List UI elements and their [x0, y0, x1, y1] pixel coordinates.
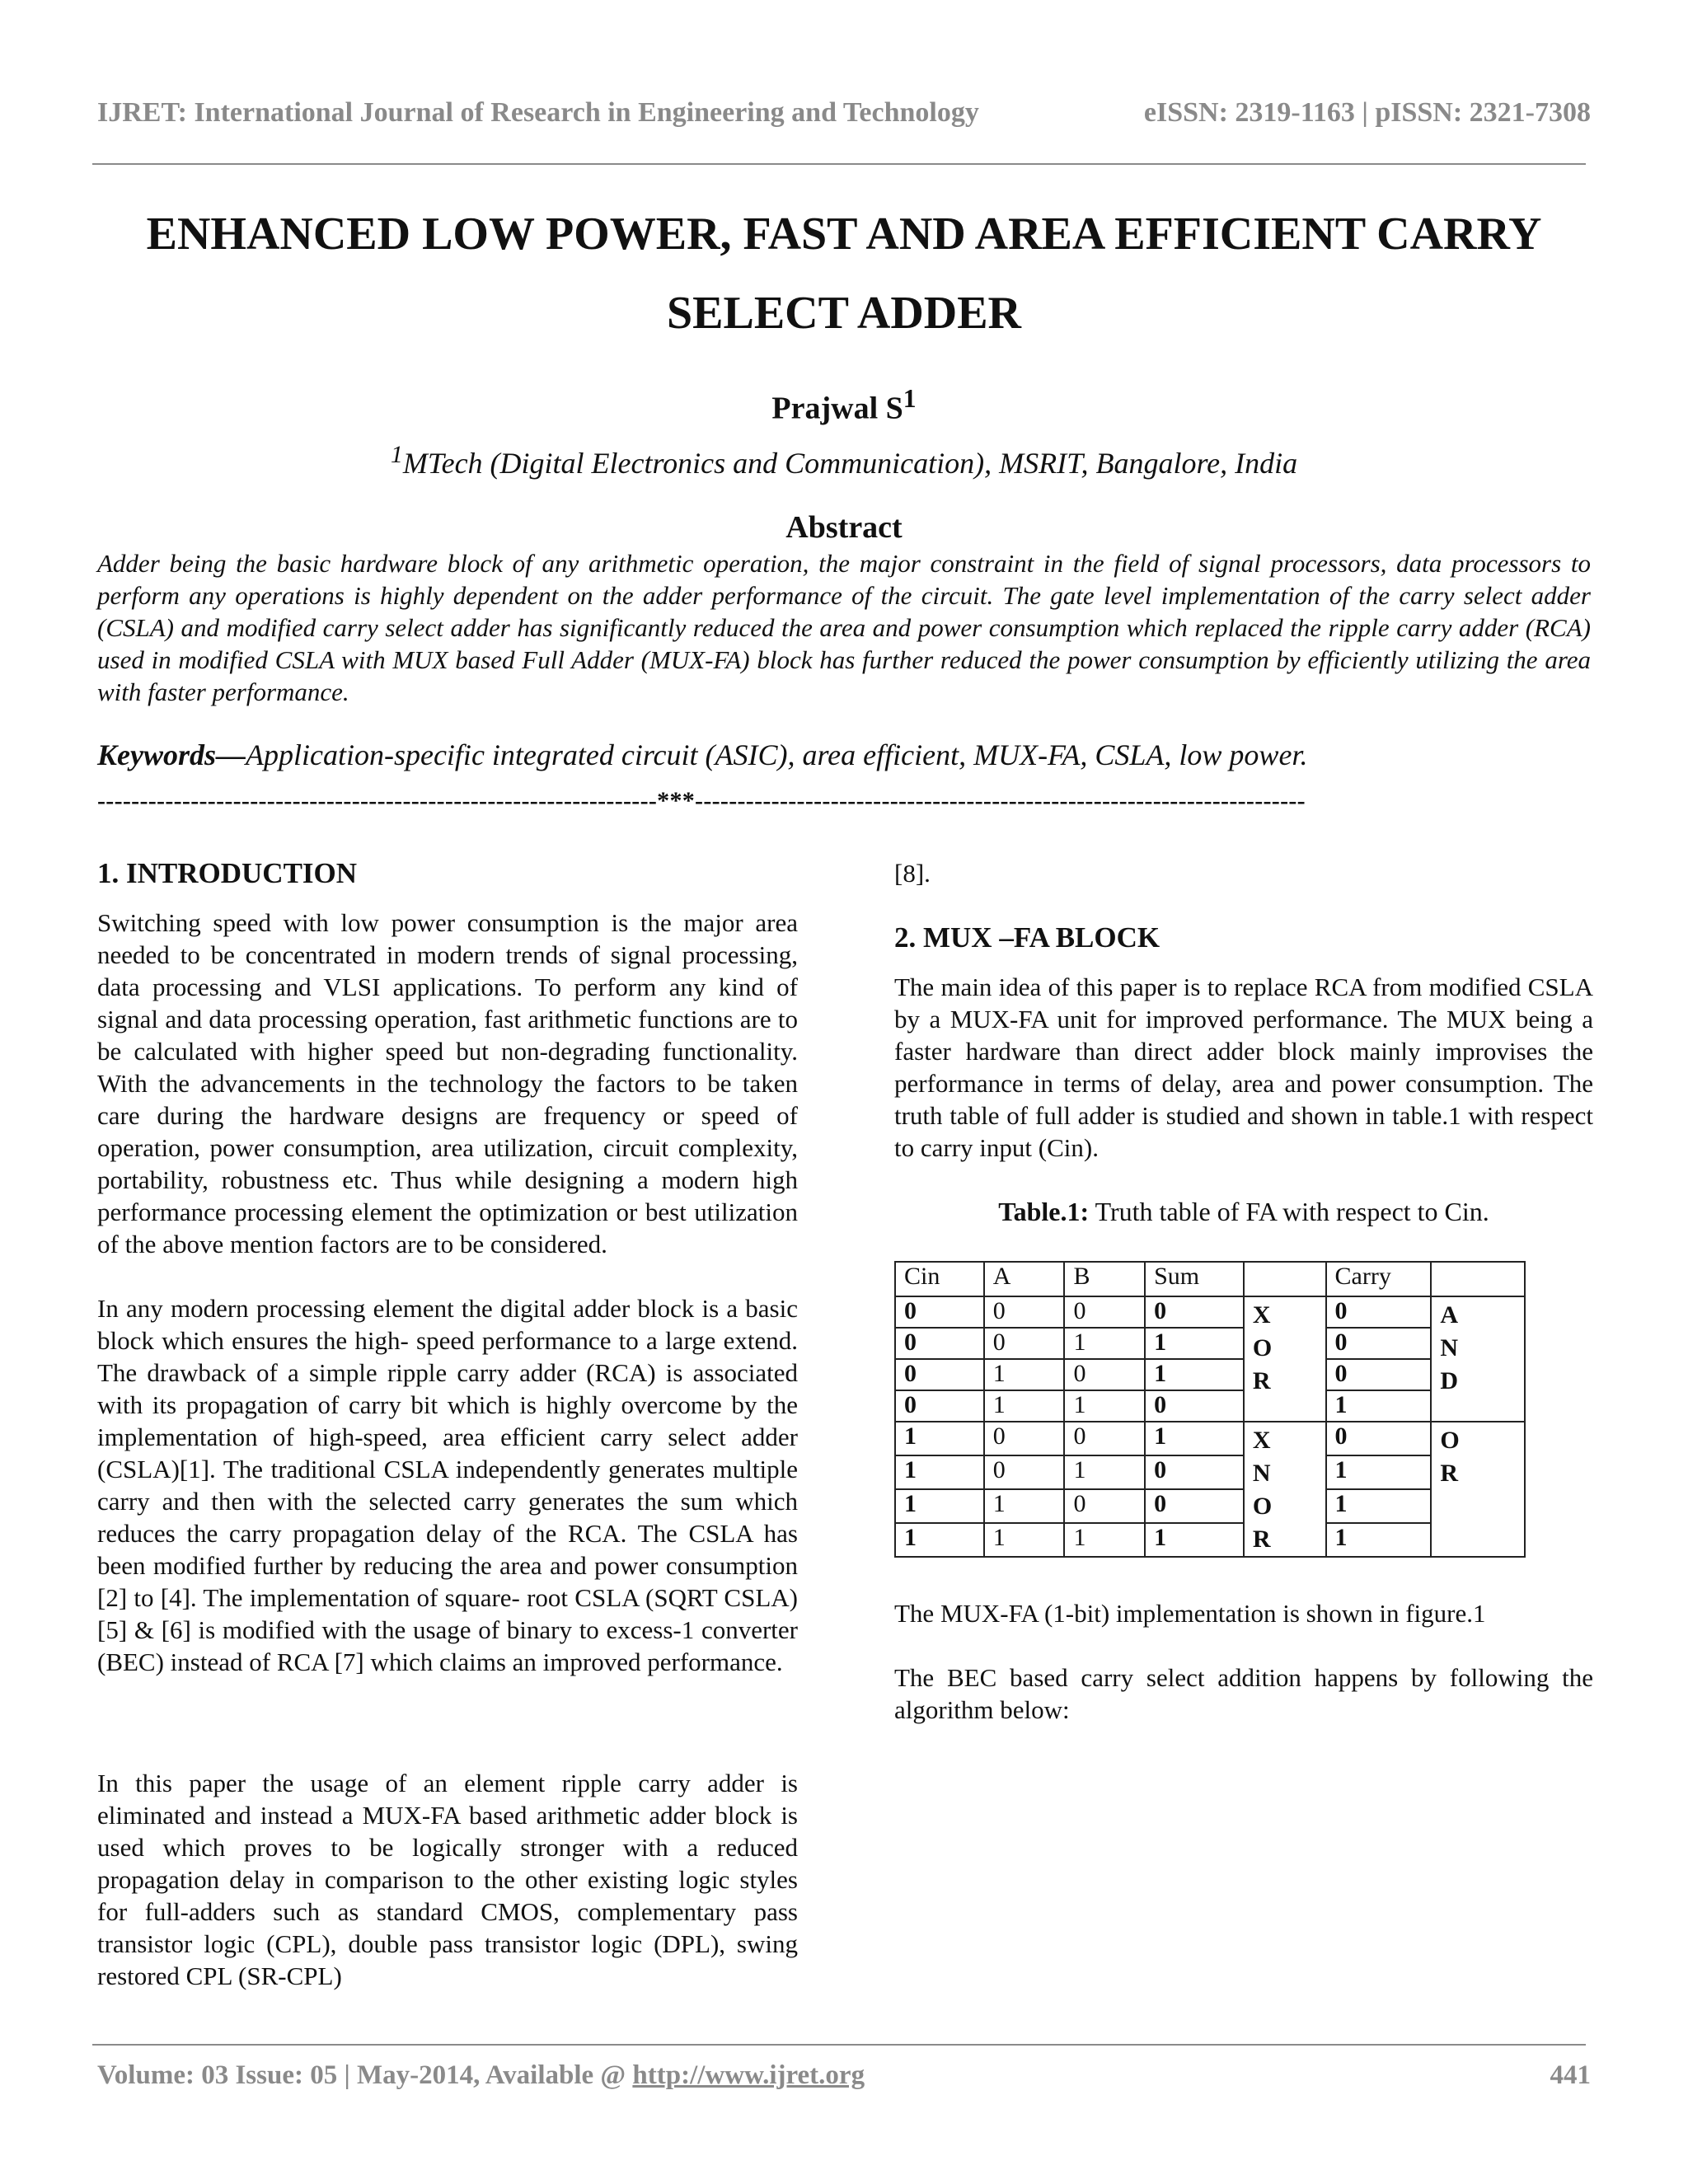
- truth-table: [894, 1261, 1526, 1558]
- header-sum: Sum: [1145, 1262, 1244, 1296]
- carry-gate-or: [1431, 1422, 1525, 1557]
- intro-paragraph-2: In any modern processing element the digital adder block is a basic block which ensures the high- speed performance to a large extend. The drawback of a simple ripple carry adder (RCA) is associated with its propagation of carry bit which is highly overcome by the implementation of high-speed, area efficient carry select adder (CSLA)[1]. The traditional CSLA independently generates multiple carry and then with the selected carry generates the sum which reduces the carry propagation delay of the RCA. The CSLA has been modified further by reducing the area and power consumption [2] to [4]. The implementation of square- root CSLA (SQRT CSLA) [5] & [6] is modified with the usage of binary to excess-1 converter (BEC) instead of RCA [7] which claims an improved performance.: [97, 1294, 798, 1676]
- abstract-heading: Abstract: [785, 510, 903, 545]
- author-name: Prajwal S: [771, 391, 903, 426]
- carry-gate-and: [1431, 1296, 1525, 1422]
- keywords-label: Keywords—: [97, 738, 246, 771]
- mux-fa-paragraph-2: The MUX-FA (1-bit) implementation is shown in figure.1: [894, 1599, 1486, 1628]
- table-row: [895, 1489, 1525, 1523]
- table-row: [895, 1359, 1525, 1390]
- cell-sum: 0: [1145, 1296, 1244, 1328]
- cell-cin: 0: [895, 1296, 984, 1328]
- cell-b: 0: [1064, 1422, 1145, 1455]
- table-caption: [894, 1197, 1593, 1227]
- cell-b: 1: [1064, 1455, 1145, 1489]
- header-sum-gate: [1244, 1262, 1326, 1296]
- table-caption-label: Table.1:: [998, 1197, 1090, 1226]
- cell-a: 1: [984, 1489, 1065, 1523]
- footer-volume: [97, 2060, 865, 2091]
- footer-volume-text: Volume: 03 Issue: 05 | May-2014, Available @: [97, 2060, 633, 2090]
- cell-cin: 1: [895, 1523, 984, 1557]
- cell-cin: 0: [895, 1390, 984, 1422]
- gate-letter: R: [1252, 1526, 1271, 1553]
- cell-sum: 1: [1145, 1359, 1244, 1390]
- table-row: [895, 1296, 1525, 1328]
- affiliation: [97, 441, 1591, 480]
- table-row: [895, 1422, 1525, 1455]
- author-sup: 1: [903, 384, 917, 413]
- cell-sum: 1: [1145, 1422, 1244, 1455]
- cell-sum: 0: [1145, 1455, 1244, 1489]
- footer-rule: [92, 2044, 1586, 2046]
- table-row: [895, 1328, 1525, 1359]
- gate-letter: X: [1252, 1427, 1271, 1454]
- cell-a: 0: [984, 1455, 1065, 1489]
- gate-letter: N: [1252, 1460, 1271, 1487]
- cell-carry: 1: [1326, 1455, 1432, 1489]
- cell-a: 1: [984, 1523, 1065, 1557]
- cell-b: 1: [1064, 1390, 1145, 1422]
- cell-a: 0: [984, 1328, 1065, 1359]
- table-row: [895, 1523, 1525, 1557]
- paper-title: [97, 194, 1591, 353]
- cell-sum: 0: [1145, 1390, 1244, 1422]
- header-b: B: [1064, 1262, 1145, 1296]
- gate-letter: R: [1252, 1367, 1271, 1394]
- keywords: [97, 738, 1591, 772]
- journal-name: IJRET: International Journal of Research in Engineering and Technology: [97, 97, 979, 128]
- title-line-1: ENHANCED LOW POWER, FAST AND AREA EFFICIENT CARRY: [146, 209, 1542, 260]
- abstract-text: Adder being the basic hardware block of any arithmetic operation, the major constraint in the field of signal processors, data processors to perform any operations is highly dependent on the adder performance of the circuit. The gate level implementation of the carry select adder (CSLA) and modified carry select adder has significantly reduced the area and power consumption which replaced the ripple carry adder (RCA) used in modified CSLA with MUX based Full Adder (MUX-FA) block has further reduced the power consumption by efficiently utilizing the area with faster performance.: [97, 549, 1591, 706]
- cell-cin: 1: [895, 1422, 984, 1455]
- gate-letter: A: [1440, 1301, 1458, 1329]
- section-2-heading: 2. MUX –FA BLOCK: [894, 921, 1160, 954]
- cell-b: 1: [1064, 1523, 1145, 1557]
- intro-paragraph-1: Switching speed with low power consumption is the major area needed to be concentrated in modern trends of signal processing, data processing and VLSI applications. To perform any kind of signal and data processing operation, fast arithmetic functions are to be calculated with higher speed but non-degrading functionality. With the advancements in the technology the factors to be taken care during the hardware designs are frequency or speed of operation, power consumption, area utilization, circuit complexity, portability, robustness etc. Thus while designing a modern high performance processing element the optimization or best utilization of the above mention factors are to be considered.: [97, 908, 798, 1258]
- cell-cin: 0: [895, 1328, 984, 1359]
- cell-a: 1: [984, 1359, 1065, 1390]
- cell-b: 0: [1064, 1359, 1145, 1390]
- cell-cin: 1: [895, 1455, 984, 1489]
- title-line-2: SELECT ADDER: [666, 288, 1021, 339]
- cell-sum: 0: [1145, 1489, 1244, 1523]
- section-1-heading: 1. INTRODUCTION: [97, 857, 358, 889]
- author: [97, 384, 1591, 427]
- cell-a: 1: [984, 1390, 1065, 1422]
- gate-letter: R: [1440, 1460, 1458, 1487]
- header-carry: Carry: [1326, 1262, 1432, 1296]
- cell-b: 0: [1064, 1296, 1145, 1328]
- issn: eISSN: 2319-1163 | pISSN: 2321-7308: [1143, 97, 1591, 128]
- sum-gate-xor: [1244, 1296, 1326, 1422]
- cell-b: 0: [1064, 1489, 1145, 1523]
- intro-continuation: [8].: [894, 859, 931, 888]
- table-row: [895, 1390, 1525, 1422]
- affiliation-text: MTech (Digital Electronics and Communication), MSRIT, Bangalore, India: [402, 447, 1298, 480]
- keywords-text: Application-specific integrated circuit (ASIC), area efficient, MUX-FA, CSLA, low power.: [246, 738, 1308, 771]
- cell-carry: 1: [1326, 1390, 1432, 1422]
- cell-cin: 1: [895, 1489, 984, 1523]
- table-caption-text: Truth table of FA with respect to Cin.: [1089, 1197, 1489, 1226]
- intro-paragraph-3: In this paper the usage of an element ripple carry adder is eliminated and instead a MUX-FA based arithmetic adder block is used which proves to be logically stronger with a reduced propagation delay in comparison to the other existing logic styles for full-adders such as standard CMOS, complementary pass transistor logic (CPL), double pass transistor logic (DPL), swing restored CPL (SR-CPL): [97, 1769, 798, 1990]
- gate-letter: X: [1252, 1301, 1271, 1329]
- cell-carry: 0: [1326, 1328, 1432, 1359]
- cell-carry: 1: [1326, 1489, 1432, 1523]
- affiliation-sup: 1: [390, 441, 403, 468]
- cell-sum: 1: [1145, 1328, 1244, 1359]
- mux-fa-paragraph-1: The main idea of this paper is to replace RCA from modified CSLA by a MUX-FA unit for improved performance. The MUX being a faster hardware than direct adder block mainly improvises the performance in terms of delay, area and power consumption. The truth table of full adder is studied and shown in table.1 with respect to carry input (Cin).: [894, 972, 1593, 1162]
- header-rule: [92, 163, 1586, 165]
- cell-a: 0: [984, 1296, 1065, 1328]
- cell-b: 1: [1064, 1328, 1145, 1359]
- section-separator: ------------------------------------------------------------------***------------------------------------------------------------------------: [97, 787, 1306, 814]
- page-number: 441: [1550, 2060, 1591, 2090]
- journal-link[interactable]: http://www.ijret.org: [632, 2060, 865, 2090]
- cell-sum: 1: [1145, 1523, 1244, 1557]
- mux-fa-paragraph-3: The BEC based carry select addition happens by following the algorithm below:: [894, 1663, 1593, 1724]
- cell-carry: 1: [1326, 1523, 1432, 1557]
- gate-letter: D: [1440, 1367, 1458, 1394]
- sum-gate-xnor: [1244, 1422, 1326, 1557]
- cell-a: 0: [984, 1422, 1065, 1455]
- header-cin: Cin: [895, 1262, 984, 1296]
- table-row: [895, 1455, 1525, 1489]
- gate-letter: O: [1440, 1427, 1460, 1454]
- cell-carry: 0: [1326, 1296, 1432, 1328]
- gate-letter: N: [1440, 1334, 1458, 1361]
- gate-letter: O: [1252, 1334, 1273, 1361]
- cell-carry: 0: [1326, 1422, 1432, 1455]
- cell-cin: 0: [895, 1359, 984, 1390]
- header-a: A: [984, 1262, 1065, 1296]
- header-carry-gate: [1431, 1262, 1525, 1296]
- gate-letter: O: [1252, 1493, 1273, 1520]
- truth-table-header-row: [895, 1262, 1525, 1296]
- cell-carry: 0: [1326, 1359, 1432, 1390]
